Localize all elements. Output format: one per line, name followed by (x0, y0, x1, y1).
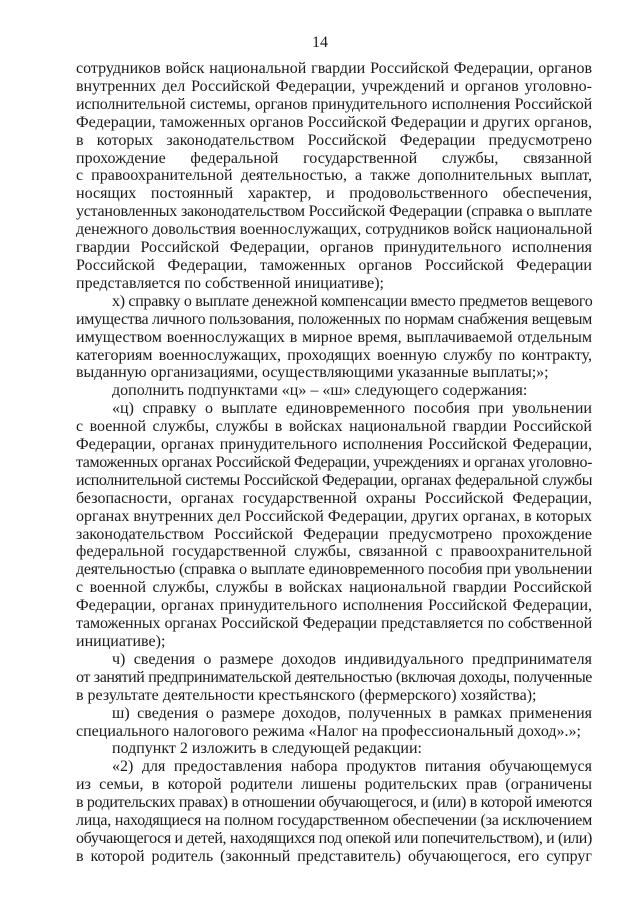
document-body (76, 60, 592, 866)
text-line: деятельностью (справка о выплате единовременного пособия при увольнении (76, 561, 592, 579)
paragraph (76, 60, 592, 293)
text-line: имущества личного пользования, положенных по нормам снабжения вещевым (76, 310, 592, 328)
text-line: денежного довольствия военнослужащих, сотрудников войск национальной (76, 221, 593, 239)
text-line: ч) сведения о размере доходов индивидуального предпринимателя (112, 650, 592, 668)
text-line: таможенных органах Российской Федерации представляется по собственной (76, 615, 592, 633)
text-line: с правоохранительной деятельностью, а также дополнительных выплат, (76, 167, 592, 185)
text-line: исполнительной системы Российской Федерации, органах федеральной службы (76, 471, 592, 489)
text-line: ш) сведения о размере доходов, полученных в рамках применения (112, 704, 592, 722)
text-line: Российской Федерации, таможенных органов Российской Федерации (76, 256, 592, 274)
text-line: дополнить подпунктами «ц» – «ш» следующего содержания: (112, 382, 528, 400)
text-line: Федерации, таможенных органов Российской Федерации и других органов, (76, 113, 592, 131)
paragraph (76, 382, 592, 400)
text-line: с военной службы, службы в войсках национальной гвардии Российской (76, 579, 592, 597)
text-line: гвардии Российской Федерации, органов принудительного исполнения (76, 239, 592, 257)
text-line: лица, находящиеся на полном государственном обеспечении (за исключением (76, 812, 592, 830)
paragraph (76, 740, 592, 758)
text-line: от занятий предпринимательской деятельностью (включая доходы, полученные (76, 668, 592, 686)
text-line: таможенных органах Российской Федерации, учреждениях и органах уголовно- (76, 453, 592, 471)
text-line: в которой родитель (законный представитель) обучающегося, его супруг (76, 847, 592, 865)
text-line: законодательством Российской Федерации предусмотрено прохождение (76, 525, 592, 543)
text-line: установленных законодательством Российской Федерации (справка о выплате (76, 203, 592, 221)
text-line: из семьи, в которой родители лишены родительских прав (ограничены (76, 776, 592, 794)
text-line: Федерации, органах принудительного исполнения Российской Федерации, (76, 436, 592, 454)
text-line: выданную организациями, осуществляющими указанные выплаты;»; (76, 364, 549, 382)
text-line: «2) для предоставления набора продуктов питания обучающемуся (112, 758, 592, 776)
text-line: носящих постоянный характер, и продовольственного обеспечения, (76, 185, 592, 203)
paragraph (76, 758, 592, 865)
page-number: 14 (312, 34, 328, 51)
text-line: прохождение федеральной государственной службы, связанной (76, 149, 592, 167)
text-line: органах внутренних дел Российской Федерации, других органах, в которых (76, 507, 592, 525)
text-line: обучающегося и детей, находящихся под опекой или попечительством), и (или) (76, 829, 592, 847)
text-line: федеральной государственной службы, связанной с правоохранительной (76, 543, 592, 561)
text-line: «ц) справку о выплате единовременного пособия при увольнении (112, 400, 592, 418)
text-line: внутренних дел Российской Федерации, учреждений и органов уголовно- (76, 77, 592, 95)
text-line: исполнительной системы, органов принудительного исполнения Российской (76, 95, 592, 113)
text-line: с военной службы, службы в войсках национальной гвардии Российской (76, 418, 592, 436)
text-line: представляется по собственной инициативе); (76, 274, 384, 292)
paragraph (76, 651, 592, 705)
text-line: специального налогового режима «Налог на профессиональный доход».»; (76, 722, 581, 740)
paragraph (76, 705, 592, 741)
text-line: безопасности, органах государственной охраны Российской Федерации, (76, 489, 592, 507)
paragraph (76, 293, 592, 383)
paragraph (76, 400, 592, 651)
text-line: в результате деятельности крестьянского (фермерского) хозяйства); (76, 686, 537, 704)
text-line: категориям военнослужащих, проходящих военную службу по контракту, (76, 346, 592, 364)
text-line: имуществом военнослужащих в мирное время, выплачиваемой отдельным (76, 328, 592, 346)
text-line: сотрудников войск национальной гвардии Российской Федерации, органов (76, 60, 592, 77)
text-line: в родительских правах) в отношении обучающегося, и (или) в которой имеются (76, 794, 592, 812)
text-line: подпункт 2 изложить в следующей редакции: (112, 740, 422, 758)
text-line: в которых законодательством Российской Федерации предусмотрено (76, 131, 592, 149)
text-line: Федерации, органах принудительного исполнения Российской Федерации, (76, 597, 592, 615)
text-line: х) справку о выплате денежной компенсации вместо предметов вещевого (112, 292, 593, 310)
text-line: инициативе); (76, 633, 166, 650)
